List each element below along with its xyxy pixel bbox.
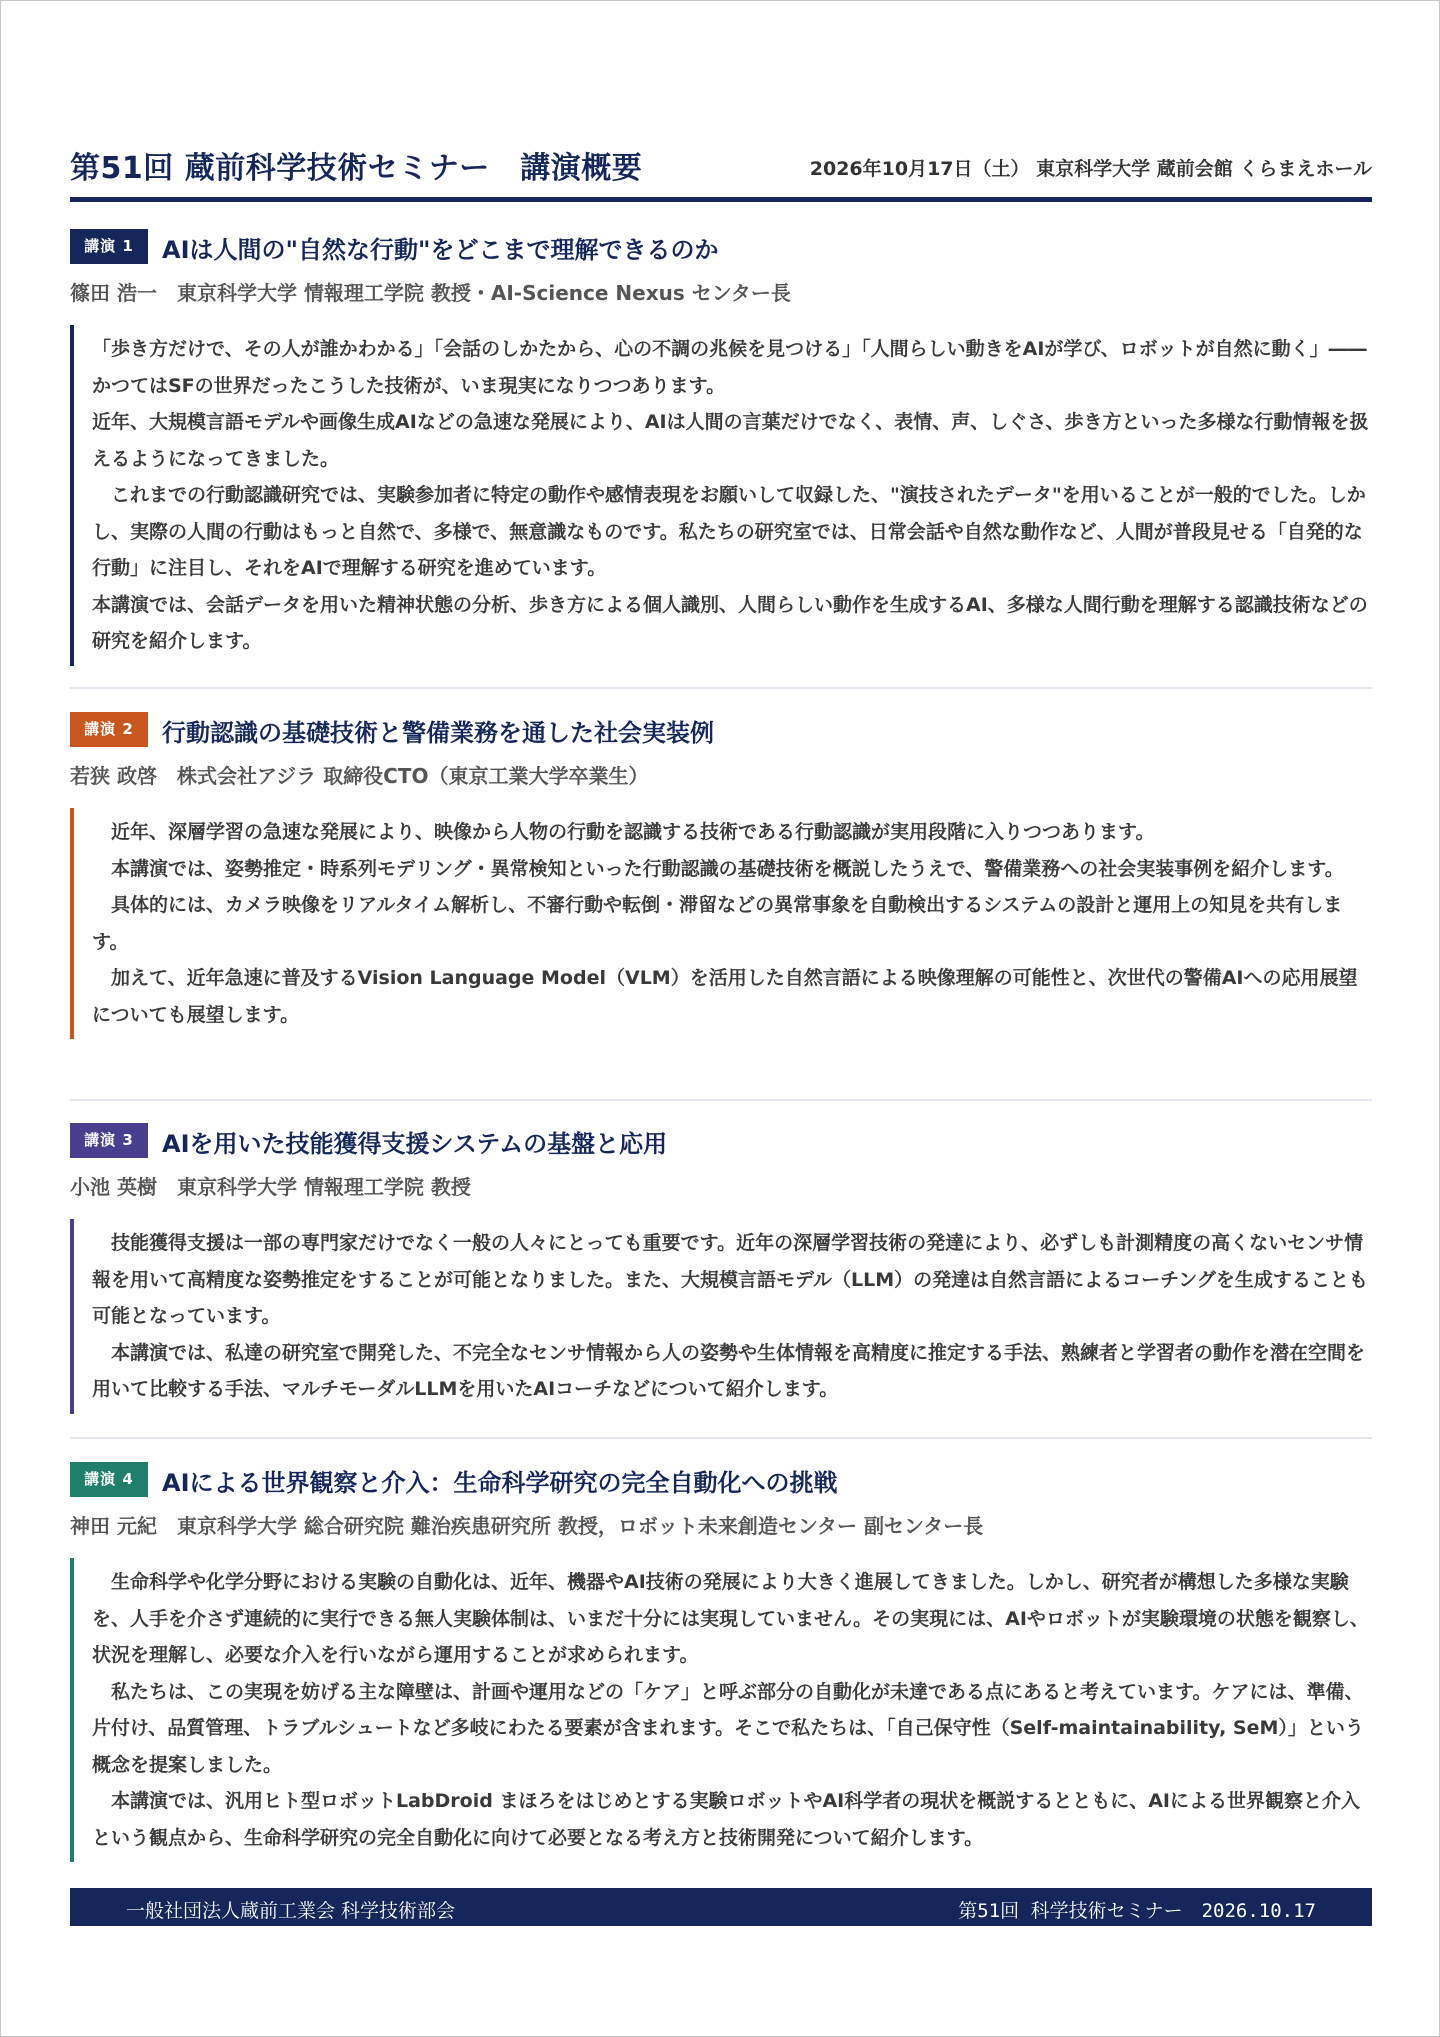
- talk-heading: [70, 1462, 1372, 1506]
- speaker-line: 若狭 政啓 株式会社アジラ 取締役CTO（東京工業大学卒業生）: [70, 764, 649, 788]
- section-divider: [70, 1099, 1372, 1101]
- talk-abstract: [70, 1558, 1372, 1862]
- talk-abstract: [70, 325, 1372, 666]
- talk-2: [70, 712, 1372, 1039]
- talk-abstract: [70, 808, 1372, 1039]
- talk-title: AIを用いた技能獲得支援システムの基盤と応用: [162, 1130, 668, 1158]
- talk-heading: [70, 229, 1372, 273]
- talk-title: AIは人間の"自然な行動"をどこまで理解できるのか: [162, 236, 719, 264]
- abstract-paragraph: 「歩き方だけで、その人が誰かわかる」「会話のしかたから、心の不調の兆候を見つける」「人間らしい動きをAIが学び、ロボットが自然に動く」――かつてはSFの世界だったこうした技術が、いま現実になりつつあります。: [92, 338, 1367, 397]
- talk-heading: [70, 712, 1372, 756]
- abstract-paragraph: 具体的には、カメラ映像をリアルタイム解析し、不審行動や転倒・滞留などの異常事象を自動検出するシステムの設計と運用上の知見を共有します。: [92, 894, 1343, 953]
- document-header: [70, 141, 1372, 202]
- talk-badge: 講演 3: [70, 1123, 148, 1158]
- abstract-paragraph: 本講演では、会話データを用いた精神状態の分析、歩き方による個人識別、人間らしい動作を生成するAI、多様な人間行動を理解する認識技術などの研究を紹介します。: [92, 593, 1368, 652]
- abstract-paragraph: 私たちは、この実現を妨げる主な障壁は、計画や運用などの「ケア」と呼ぶ部分の自動化が未達である点にあると考えています。ケアには、準備、片付け、品質管理、トラブルシュートなど多岐にわたる要素が含まれます。そこで私たちは、「自己保守性（Self-maintainability, SeM）」という概念を提案しました。: [92, 1680, 1364, 1776]
- speaker-line: 篠田 浩一 東京科学大学 情報理工学院 教授・AI-Science Nexus センター長: [70, 281, 791, 305]
- abstract-paragraph: これまでの行動認識研究では、実験参加者に特定の動作や感情表現をお願いして収録した、"演技されたデータ"を用いることが一般的でした。しかし、実際の人間の行動はもっと自然で、多様で、無意識なものです。私たちの研究室では、日常会話や自然な動作など、人間が普段見せる「自発的な行動」に注目し、それをAIで理解する研究を進めています。: [92, 484, 1366, 579]
- abstract-paragraph: 近年、深層学習の急速な発展により、映像から人物の行動を認識する技術である行動認識が実用段階に入りつつあります。: [92, 821, 1155, 843]
- talk-4: [70, 1462, 1372, 1862]
- talk-abstract: [70, 1219, 1372, 1414]
- abstract-paragraph: 加えて、近年急速に普及するVision Language Model（VLM）を活用した自然言語による映像理解の可能性と、次世代の警備AIへの応用展望についても展望します。: [92, 967, 1358, 1026]
- section-divider: [70, 1437, 1372, 1439]
- abstract-paragraph: 生命科学や化学分野における実験の自動化は、近年、機器やAI技術の発展により大きく進展してきました。しかし、研究者が構想した多様な実験を、人手を介さず連続的に実行できる無人実験体制は、いまだ十分には実現していません。その実現には、AIやロボットが実験環境の状態を観察し、状況を理解し、必要な介入を行いながら運用することが求められます。: [92, 1571, 1369, 1666]
- event-date-venue: 2026年10月17日（土） 東京科学大学 蔵前会館 くらまえホール: [809, 158, 1372, 180]
- talk-1: [70, 229, 1372, 666]
- talk-title: AIによる世界観察と介入：生命科学研究の完全自動化への挑戦: [162, 1469, 838, 1497]
- speaker-line: 神田 元紀 東京科学大学 総合研究院 難治疾患研究所 教授，ロボット未来創造センター 副センター長: [70, 1514, 984, 1538]
- abstract-paragraph: 本講演では、姿勢推定・時系列モデリング・異常検知といった行動認識の基礎技術を概説したうえで、警備業務への社会実装事例を紹介します。: [92, 857, 1344, 880]
- talk-badge: 講演 1: [70, 229, 148, 264]
- talk-badge: 講演 2: [70, 712, 148, 747]
- organizer-name: 一般社団法人蔵前工業会 科学技術部会: [126, 1900, 456, 1922]
- document-title: 第51回 蔵前科学技術セミナー 講演概要: [70, 151, 643, 186]
- abstract-paragraph: 技能獲得支援は一部の専門家だけでなく一般の人々にとっても重要です。近年の深層学習技術の発達により、必ずしも計測精度の高くないセンサ情報を用いて高精度な姿勢推定をすることが可能となりました。また、大規模言語モデル（LLM）の発達は自然言語によるコーチングを生成することも可能となっています。: [92, 1232, 1368, 1327]
- section-divider: [70, 687, 1372, 689]
- talk-badge: 講演 4: [70, 1462, 148, 1497]
- footer-bar: [70, 1888, 1372, 1926]
- talk-3: [70, 1123, 1372, 1414]
- abstract-paragraph: 近年、大規模言語モデルや画像生成AIなどの急速な発展により、AIは人間の言葉だけでなく、表情、声、しぐさ、歩き方といった多様な行動情報を扱えるようになってきました。: [92, 411, 1369, 470]
- talk-heading: [70, 1123, 1372, 1167]
- talk-title: 行動認識の基礎技術と警備業務を通した社会実装例: [162, 719, 714, 747]
- speaker-line: 小池 英樹 東京科学大学 情報理工学院 教授: [70, 1175, 471, 1199]
- abstract-paragraph: 本講演では、汎用ヒト型ロボットLabDroid まほろをはじめとする実験ロボットやAI科学者の現状を概説するとともに、AIによる世界観察と介入という観点から、生命科学研究の完全自動化に向けて必要となる考え方と技術開発について紹介します。: [92, 1790, 1361, 1849]
- footer-event-label: 第51回 科学技術セミナー 2026.10.17: [958, 1900, 1316, 1922]
- abstract-paragraph: 本講演では、私達の研究室で開発した、不完全なセンサ情報から人の姿勢や生体情報を高精度に推定する手法、熟練者と学習者の動作を潜在空間を用いて比較する手法、マルチモーダルLLMを用いたAIコーチなどについて紹介します。: [92, 1341, 1366, 1400]
